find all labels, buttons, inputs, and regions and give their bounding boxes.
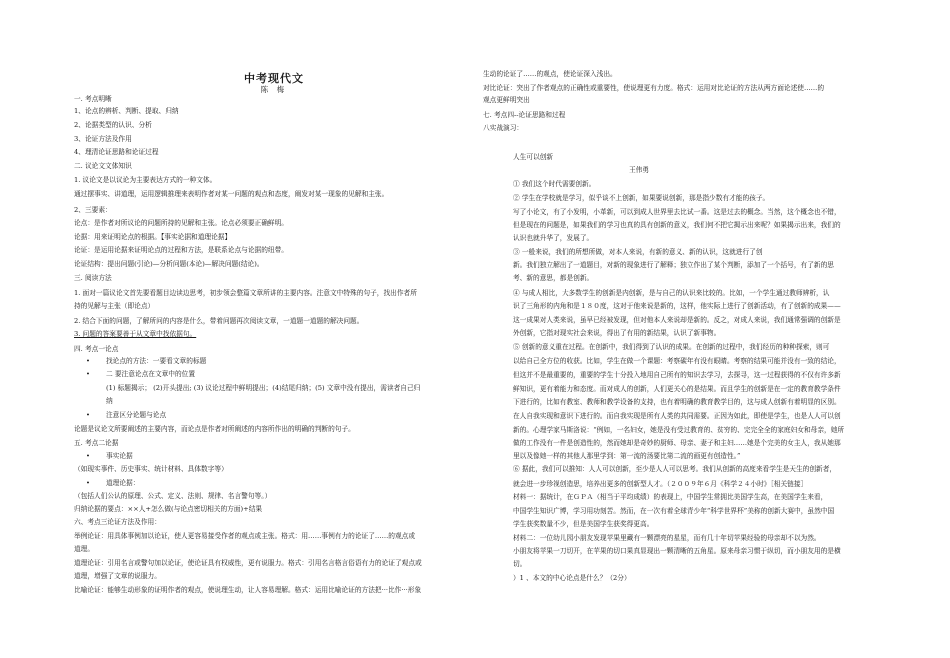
right-line-0: 生动的论证了……的观点，使论证深入浅出。: [483, 70, 617, 78]
right-line-21: 但这并不是最重要的，重要的学生十分投入地用自己所有的知识去学习，去探寻，这一过程获得的不仅有许多新: [513, 371, 841, 379]
right-line-1: 对比论证：突出了作者观点的正确性或重要性，使说理更有力度。格式：运用对比论证的方法从两方面论述使……的: [483, 84, 825, 92]
right-line-33: 材料二：一位幼儿园小朋友发现苹果里藏有一颗漂亮的星星，而有几十年切苹果经验的母亲却不以为然。: [513, 534, 821, 542]
left-line-33: 道理。: [74, 545, 95, 553]
right-line-13: 新。我们独立解出了一道题目，对新的现象进行了解释；独立作出了某个判断，添加了一个括号，有了新的思: [513, 261, 834, 269]
right-line-25: 新的。心理学家马斯洛说：“例如，一名妇女，她是没有受过教育的、贫穷的、完完全全的家庭妇女和母亲，她所: [513, 426, 845, 434]
left-line-27: （如现实事件、历史事实、统计材料、具体数字等）: [74, 465, 228, 473]
right-line-12: ③ 一般来说，我们的所想所做，对本人来说，有新的意义、新的认识，这就进行了创: [513, 248, 763, 256]
right-line-8: ② 学生在学校就是学习，似乎谈不上创新，如果要说创新，那是指少数有才能的孩子。: [513, 194, 770, 202]
left-line-30: 归纳论据的要点：××人+怎么做(与论点密切相关的方面)+结果: [74, 505, 263, 513]
right-line-4: 八实战演习：: [483, 124, 524, 132]
left-line-21: (1) 标题揭示； (2)开头提出; (3) 议论过程中鲜明提出；(4)结尾归纳；(5) 文章中没有提出，需读者自己归: [106, 384, 421, 392]
right-line-10: 但是现在的问题是，如果我们的学习也真的具有创新的意义，我们何不把它揭示出来呢？如果揭示出来，我们的: [513, 221, 841, 229]
left-line-10: 论据：用来证明论点的根据。【事实论据和道理论据】: [74, 233, 232, 241]
right-line-31: 中国学生知识广博，学习用功刻苦。然而，在一次有着全球青少年“科学世界杯”美称的创新大赛中，虽然中国: [513, 507, 835, 515]
right-line-36: ）1 、本文的中心论点是什么？（2分）: [513, 574, 631, 582]
left-line-14: 1. 面对一篇议论文首先要看题目边读边思考，初步领会整篇文章所讲的主要内容。注意文中特殊的句子，找出作者所: [74, 289, 417, 297]
left-line-36: 比喻论证：能够生动形象的证明作者的观点，使说理生动，让人容易理解。格式：运用比喻论证的方法把···比作···形象: [74, 586, 422, 594]
right-line-3: 七. 考点四--论证思路和过程: [483, 111, 566, 119]
left-line-15: 持的见解与主张（即论点）: [74, 302, 155, 310]
right-line-32: 学生获奖数量不少，但是美国学生获奖得更高。: [513, 520, 654, 528]
right-line-28: ⑥ 据此，我们可以推知：人人可以创新，至少是人人可以思考。我们从创新的高度来看学生是天生的创新者，: [513, 465, 837, 473]
left-line-0: 一. 考点明晰: [74, 95, 112, 103]
right-line-6: 王伟勇: [629, 166, 650, 174]
left-line-28: • 道理论据：: [106, 479, 139, 488]
right-line-30: 材料一：据统计，在ＧＰＡ（相当于平均成绩）的表现上，中国学生常拥比美国学生高，在美国学生来看，: [513, 493, 828, 501]
right-line-27: 里以及像她一样的其他人那里学到：第一流的汤要比第二流的画更有创造性。”: [513, 452, 741, 460]
left-line-6: 1. 议论文是以议论为主要表达方式的一种文体。: [74, 176, 217, 184]
right-line-16: 识了三角形的内角和是１８０度，这对于他来说是新的，这样，他实际上进行了创新活动，有了创新的成果——: [513, 302, 841, 310]
right-line-19: ⑤ 创新的意义重在过程。在创新中，我们得到了认识的成果。在创新的过程中，我们经历的种种探索，则可: [513, 343, 830, 351]
left-line-32: 举例论证：用具体事例加以论证，使人更容易接受作者的观点或主张。格式：用……事例有力的论证了……的观点或: [74, 532, 416, 540]
left-line-12: 论证结构：提出问题(引论)—分析问题(本论)—解决问题(结论)。: [74, 260, 264, 268]
left-line-24: 论题是议论文所要阐述的主要内容，而论点是作者对所阐述的内容所作出的明确的判断的句子。: [74, 425, 355, 433]
left-line-13: 三. 阅读方法: [74, 274, 112, 282]
left-line-3: 3、论证方法及作用: [74, 135, 132, 143]
right-line-22: 鲜知识，更有着能力和态度。而对成人的创新，人们更关心的是结果。而且学生的创新是在一定的教育教学条件: [513, 385, 841, 393]
left-line-22: 纳: [106, 397, 113, 405]
document-title: 中考现代文: [244, 72, 304, 85]
left-line-1: 1、论点的辨析、判断、提取、归纳: [74, 107, 179, 115]
right-line-26: 做的工作没有一件是创造性的，然而她却是奇妙的厨师、母亲、妻子和主妇……她是个完美的女主人，我从她那: [513, 439, 841, 447]
left-line-8: 2、三要素：: [74, 206, 112, 214]
right-line-9: 写了小论文，有了小发明，小革新，可以到成人世界里去比试一番。这是过去的概念。当然，这个概念也不错，: [513, 208, 841, 216]
document-author: 陈 梅: [260, 85, 288, 94]
left-line-34: 道理论证：引用名言或警句加以论证，使论证具有权威性，更有说服力。格式：引用名言格言俗语有力的论证了观点或: [74, 559, 422, 567]
right-line-29: 就会进一步珍视创造思，培养出更多的创新型人才。（２００９年６月《科学２４小时》［相关链接］: [513, 480, 808, 488]
left-line-2: 2、论据类型的认识、分析: [74, 121, 152, 129]
left-line-4: 4、理清论证思路和论证过程: [74, 148, 159, 156]
left-line-23: • 注意区分论题与论点: [106, 411, 166, 420]
left-line-11: 论证：是运用论据来证明论点的过程和方法，是联系论点与论据的纽带。: [74, 246, 288, 254]
left-line-25: 五. 考点二论据: [74, 439, 119, 447]
right-line-7: ① 我们这个时代需要创新。: [513, 180, 596, 188]
right-line-5: 人生可以创新: [513, 153, 554, 161]
right-line-23: 下进行的，比如有教室、教师和教学设备的支持，也有着明确的教育教学目的，这与成人创新有着明显的区别。: [513, 398, 841, 406]
left-line-20: • 二 要注意论点在文章中的位置: [106, 370, 195, 379]
left-line-9: 论点：是作者对所议论的问题所持的见解和主张。论点必须要正确鲜明。: [74, 219, 288, 227]
left-line-19: • 找论点的方法：一要看文章的标题: [106, 357, 206, 366]
left-line-7: 通过摆事实、讲道理，运用逻辑推理来表明作者对某一问题的观点和态度，阐发对某一现象的见解和主张。: [74, 190, 389, 198]
left-line-35: 道理，增强了文章的说服力。: [74, 572, 161, 580]
right-line-18: 外创新，它指对现实社会来说，得出了有用的新结果，认识了新事物。: [513, 329, 721, 337]
left-line-31: 六、考点三论证方法及作用：: [74, 518, 161, 526]
right-line-24: 在人自我实现和意识下进行的。而自我实现是所有人类的共同需要。正因为如此，即使是学生，也是人人可以创: [513, 412, 841, 420]
right-line-20: 以给自己全方位的收获。比如，学生在做一个课题：考察碳年有没有眼睛。考察的结果可能并没有一致的结论，: [513, 357, 841, 365]
right-line-14: 考、新的意思，都是创新。: [513, 274, 594, 282]
right-line-17: 这一成果对人类来说，虽早已经被发现，但对他本人来说却是新的。反之，对成人来说，我们通常强调的创新是: [513, 316, 841, 324]
right-line-34: 小朋友将苹果一刀切开，在苹果的切口果真显现出一颗清晰的五角星。原来母亲习惯于纵切，而小朋友用的是横: [513, 547, 841, 555]
left-line-29: （包括人们公认的原理、公式、定义、法则、规律、名言警句等。）: [74, 492, 272, 500]
right-line-35: 切。: [513, 560, 527, 568]
left-line-17: 3. 问题的答案要善于从文章中找依据句。: [74, 330, 197, 338]
right-line-2: 观点更鲜明突出: [483, 96, 530, 104]
left-line-5: 二. 议论文文体知识: [74, 162, 132, 170]
left-line-16: 2. 结合下面的问题，了解所问的内容是什么，带着问题再次阅读文章，一道题一道题的解决问题。: [74, 317, 364, 325]
left-line-18: 四. 考点一论点: [74, 345, 119, 353]
right-line-11: 认识也就升华了，发展了。: [513, 234, 594, 242]
right-line-15: ④ 与成人相比，大多数学生的创新是内创新，是与自己的认识来比较的。比如，一个学生通过教师辨析，认: [513, 289, 830, 297]
left-line-26: • 事实论据: [106, 452, 133, 461]
